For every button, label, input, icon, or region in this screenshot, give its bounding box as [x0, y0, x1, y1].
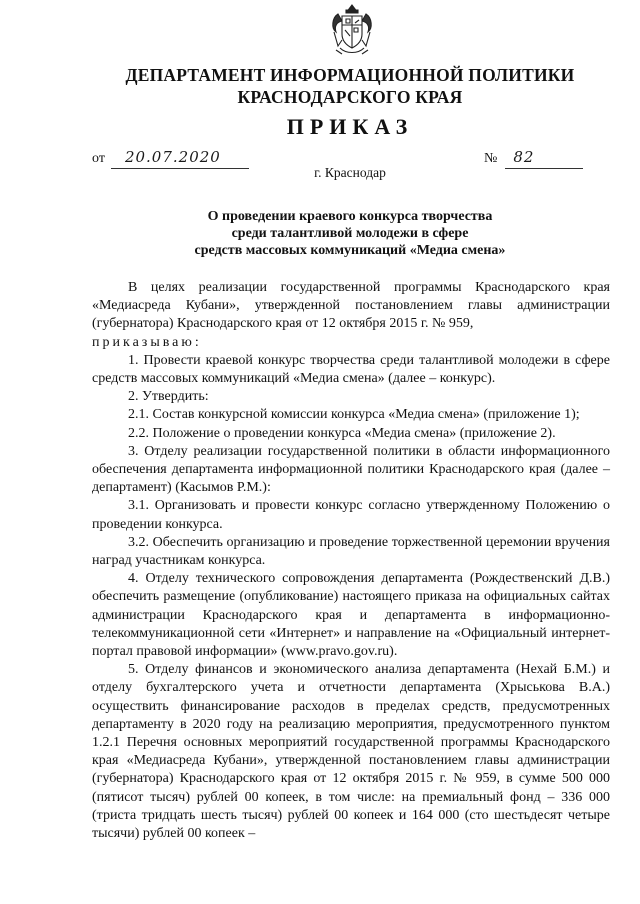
department-name-line2: КРАСНОДАРСКОГО КРАЯ: [237, 87, 463, 107]
paragraph-2: 2. Утвердить:: [128, 389, 209, 405]
paragraph-1: 1. Провести краевой конкурс творчества среди талантливой молодежи в сфере средств массовых коммуникаций «Медиа смена» (далее – конкурс).: [92, 352, 610, 387]
order-word: приказываю:: [92, 334, 202, 350]
coat-of-arms-emblem: [328, 2, 376, 56]
paragraph-5: 5. Отделу финансов и экономического анализа департамента (Нехай Б.М.) и отделу бухгалтерского учета и отчетности департамента (Хрыськова В.А.) осуществить финансирование расходов в пределах средств, предусмотренных департаменту в 2020 году на реализацию мероприятия, предусмотренного пунктом 1.2.1 Перечня основных мероприятий государственной программы Краснодарского края «Медиасреда Кубани», утвержденной постановлением главы администрации (губернатора) Краснодарского края от 12 октября 2015 г. № 959, в сумме 500 000 (пятисот тысяч) рублей 00 копеек, в том числе: на премиальный фонд – 336 000 (триста тридцать шесть тысяч) рублей 00 копеек и 164 000 (сто шестьдесят четыре тысячи) рублей 00 копеек –: [92, 662, 610, 842]
paragraph-2-2: 2.2. Положение о проведении конкурса «Медиа смена» (приложение 2).: [128, 425, 556, 441]
paragraph-3-1: 3.1. Организовать и провести конкурс согласно утвержденному Положению о проведении конкурса.: [92, 498, 610, 532]
subject-line2: среди талантливой молодежи в сфере: [231, 226, 469, 241]
paragraph-4: 4. Отделу технического сопровождения департамента (Рождественский Д.В.) обеспечить размещение (опубликование) настоящего приказа на официальных сайтах администрации Краснодарского края и департамента в информационно-телекоммуникационной сети «Интернет» и направление на «Официальный интернет-портал правовой информации» (www.pravo.gov.ru).: [92, 571, 610, 660]
department-name-line1: ДЕПАРТАМЕНТ ИНФОРМАЦИОННОЙ ПОЛИТИКИ: [125, 65, 575, 85]
handwritten-number: 82: [513, 148, 535, 166]
number-prefix: №: [484, 151, 498, 166]
subject-line1: О проведении краевого конкурса творчества: [207, 209, 493, 224]
city-label: г. Краснодар: [314, 165, 386, 180]
intro-paragraph: В целях реализации государственной программы Краснодарского края «Медиасреда Кубани», утвержденной постановлением главы администрации (губернатора) Краснодарского края от 12 октября 2015 г. № 959,: [92, 280, 610, 332]
order-body: [92, 279, 610, 843]
paragraph-3-2: 3.2. Обеспечить организацию и проведение торжественной церемонии вручения наград участникам конкурса.: [92, 534, 610, 569]
handwritten-date: 20.07.2020: [124, 148, 221, 166]
paragraph-3: 3. Отделу реализации государственной политики в области информационного обеспечения департамента информационной политики Краснодарского края (далее – департамент) (Касымов Р.М.):: [92, 443, 610, 496]
paragraph-2-1: 2.1. Состав конкурсной комиссии конкурса «Медиа смена» (приложение 1);: [128, 407, 580, 423]
document-type-title: ПРИКАЗ: [286, 114, 414, 139]
subject-line3: средств массовых коммуникаций «Медиа смена»: [194, 243, 506, 258]
order-subject: [60, 208, 640, 259]
date-prefix: от: [92, 151, 105, 166]
